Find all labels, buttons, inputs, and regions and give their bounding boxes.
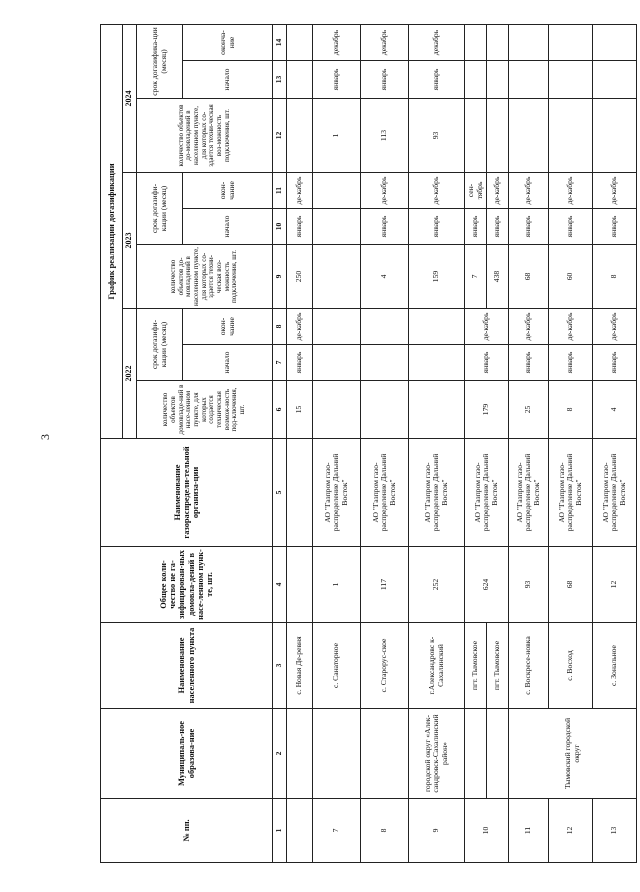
row-number: 12	[549, 799, 593, 863]
header-end-2023: окон-чание	[183, 173, 273, 209]
row-number: 13	[593, 799, 637, 863]
header-num: № пп.	[101, 799, 273, 863]
header-year-2022: 2022	[123, 309, 137, 439]
municipality-cell: городской округ «Алек-сандровск-Сахалинский район»	[409, 709, 465, 799]
org-cell: АО "Газпром газо-распределение Дальний Восток"	[509, 439, 549, 547]
total-cell: 117	[361, 547, 409, 623]
settlement-cell: с. Старорус-ское	[361, 623, 409, 709]
end-2023-cell: де-кабрь	[487, 173, 509, 209]
org-cell: АО "Газпром газо-распределение Дальний Восток"	[409, 439, 465, 547]
row-number: 8	[361, 799, 409, 863]
obj-2022-cell: 25	[509, 381, 549, 439]
total-cell: 624	[465, 547, 509, 623]
start-2024-cell: январь	[409, 61, 465, 99]
header-period-2022: срок догазифи-кации (месяц)	[137, 309, 183, 381]
start-2024-cell: январь	[313, 61, 361, 99]
municipality-cell: Тымовский городской округ	[509, 709, 637, 799]
header-total: Общее коли-чество не га-зифицирован-ных домовла-дений в насе-ленном пунк-те, шт.	[101, 547, 273, 623]
col-number: 9	[273, 245, 287, 309]
end-2023-cell: де-кабрь	[409, 173, 465, 209]
start-2022-cell: январь	[549, 345, 593, 381]
end-2022-cell: де-кабрь	[465, 309, 509, 345]
obj-2024-cell: 113	[361, 99, 409, 173]
col-number: 11	[273, 173, 287, 209]
end-2022-cell: де-кабрь	[509, 309, 549, 345]
settlement-cell: пгт. Тымовское	[465, 623, 487, 709]
document-sheet	[100, 25, 627, 863]
header-municipality: Муниципаль-ное образова-ние	[101, 709, 273, 799]
obj-2022-cell: 8	[549, 381, 593, 439]
start-2023-cell: январь	[361, 209, 409, 245]
org-cell: АО "Газпром газо-распределение Дальний Восток"	[313, 439, 361, 547]
start-2022-cell: январь	[593, 345, 637, 381]
end-2023-cell: де-кабрь	[287, 173, 313, 209]
col-number: 7	[273, 345, 287, 381]
start-2023-cell: январь	[593, 209, 637, 245]
header-end-2024: оконча-ние	[183, 24, 273, 60]
col-number: 5	[273, 439, 287, 547]
table-row	[287, 24, 313, 862]
col-number: 2	[273, 709, 287, 799]
header-year-2023: 2023	[123, 173, 137, 309]
end-2023-cell: де-кабрь	[549, 173, 593, 209]
obj-2023-cell: 250	[287, 245, 313, 309]
obj-2022-cell: 4	[593, 381, 637, 439]
obj-2023-cell: 159	[409, 245, 465, 309]
end-2024-cell: декабрь	[361, 24, 409, 60]
col-number: 12	[273, 99, 287, 173]
page-number: 3	[38, 434, 52, 440]
header-obj-2023: количество объектов до-мовладений в населенном пункте, для которых со-здается техни-ческая воз-можность подключения, шт.	[137, 245, 273, 309]
table-row	[361, 24, 409, 862]
obj-2024-cell: 1	[313, 99, 361, 173]
col-number: 13	[273, 61, 287, 99]
table-row	[409, 24, 465, 862]
end-2024-cell: декабрь	[409, 24, 465, 60]
total-cell: 252	[409, 547, 465, 623]
settlement-cell: с. Воскресе-новка	[509, 623, 549, 709]
table-row	[465, 24, 487, 862]
end-2022-cell: де-кабрь	[549, 309, 593, 345]
header-period-2024: срок догазифика-ции (месяц)	[137, 24, 183, 98]
obj-2023-cell: 438	[487, 245, 509, 309]
total-cell: 1	[313, 547, 361, 623]
col-number: 3	[273, 623, 287, 709]
start-2022-cell: январь	[465, 345, 509, 381]
settlement-cell: с. Новая Де-ревня	[287, 623, 313, 709]
col-number: 8	[273, 309, 287, 345]
start-2023-cell: январь	[287, 209, 313, 245]
total-cell: 12	[593, 547, 637, 623]
end-2023-cell: де-кабрь	[509, 173, 549, 209]
start-2022-cell: январь	[509, 345, 549, 381]
end-2022-cell: де-кабрь	[287, 309, 313, 345]
end-2023-cell: сен-тябрь	[465, 173, 487, 209]
header-obj-2024: количество объектов до-мовладений в населенном пункте, для которых со-здается техни-ческая воз-можность подключения, шт.	[137, 99, 273, 173]
obj-2023-cell: 7	[465, 245, 487, 309]
total-cell: 68	[549, 547, 593, 623]
obj-2023-cell: 60	[549, 245, 593, 309]
settlement-cell: с. Санаторное	[313, 623, 361, 709]
settlement-cell: с. Восход	[549, 623, 593, 709]
header-settlement: Наименование населенного пункта	[101, 623, 273, 709]
col-number: 6	[273, 381, 287, 439]
gasification-schedule-table	[100, 24, 637, 863]
start-2023-cell: январь	[509, 209, 549, 245]
end-2023-cell: де-кабрь	[593, 173, 637, 209]
header-obj-2022: количество объектов домовладе-ний в насе-ленном пункте, для которых создается техническая возмож-ность под-ключения, шт.	[137, 381, 273, 439]
col-number: 4	[273, 547, 287, 623]
end-2023-cell: де-кабрь	[361, 173, 409, 209]
table-row	[313, 24, 361, 862]
header-schedule: График реализации догазификации	[101, 24, 123, 438]
org-cell: АО "Газпром газо-распределение Дальний Восток"	[549, 439, 593, 547]
row-number: 9	[409, 799, 465, 863]
header-year-2024: 2024	[123, 24, 137, 172]
header-start-2023: начало	[183, 209, 273, 245]
table-row	[509, 24, 549, 862]
row-number: 7	[313, 799, 361, 863]
obj-2023-cell: 8	[593, 245, 637, 309]
header-start-2022: начало	[183, 345, 273, 381]
org-cell: АО "Газпром газо-распределение Дальний Восток"	[465, 439, 509, 547]
org-cell: АО "Газпром газо-распределение Дальний Восток"	[593, 439, 637, 547]
col-number: 14	[273, 24, 287, 60]
end-2022-cell: де-кабрь	[593, 309, 637, 345]
total-cell: 93	[509, 547, 549, 623]
header-end-2022: окон-чание	[183, 309, 273, 345]
start-2023-cell: январь	[409, 209, 465, 245]
start-2023-cell: январь	[549, 209, 593, 245]
settlement-cell: пгт. Тымовское	[487, 623, 509, 709]
row-number: 11	[509, 799, 549, 863]
settlement-cell: с. Зональное	[593, 623, 637, 709]
start-2024-cell: январь	[361, 61, 409, 99]
obj-2024-cell: 93	[409, 99, 465, 173]
obj-2023-cell: 4	[361, 245, 409, 309]
org-cell: АО "Газпром газо-распределение Дальний Восток"	[361, 439, 409, 547]
row-number: 10	[465, 799, 509, 863]
col-number: 1	[273, 799, 287, 863]
obj-2023-cell: 68	[509, 245, 549, 309]
settlement-cell: г.Александровс к-Сахалинский	[409, 623, 465, 709]
header-start-2024: начало	[183, 61, 273, 99]
start-2023-cell: январь	[465, 209, 487, 245]
col-number: 10	[273, 209, 287, 245]
header-period-2023: срок догазифи-кации (месяц)	[137, 173, 183, 245]
obj-2022-cell: 15	[287, 381, 313, 439]
start-2022-cell: январь	[287, 345, 313, 381]
obj-2022-cell: 179	[465, 381, 509, 439]
end-2024-cell: декабрь	[313, 24, 361, 60]
header-org: Наименование газораспредели-тельной организа-ции	[101, 439, 273, 547]
start-2023-cell: январь	[487, 209, 509, 245]
